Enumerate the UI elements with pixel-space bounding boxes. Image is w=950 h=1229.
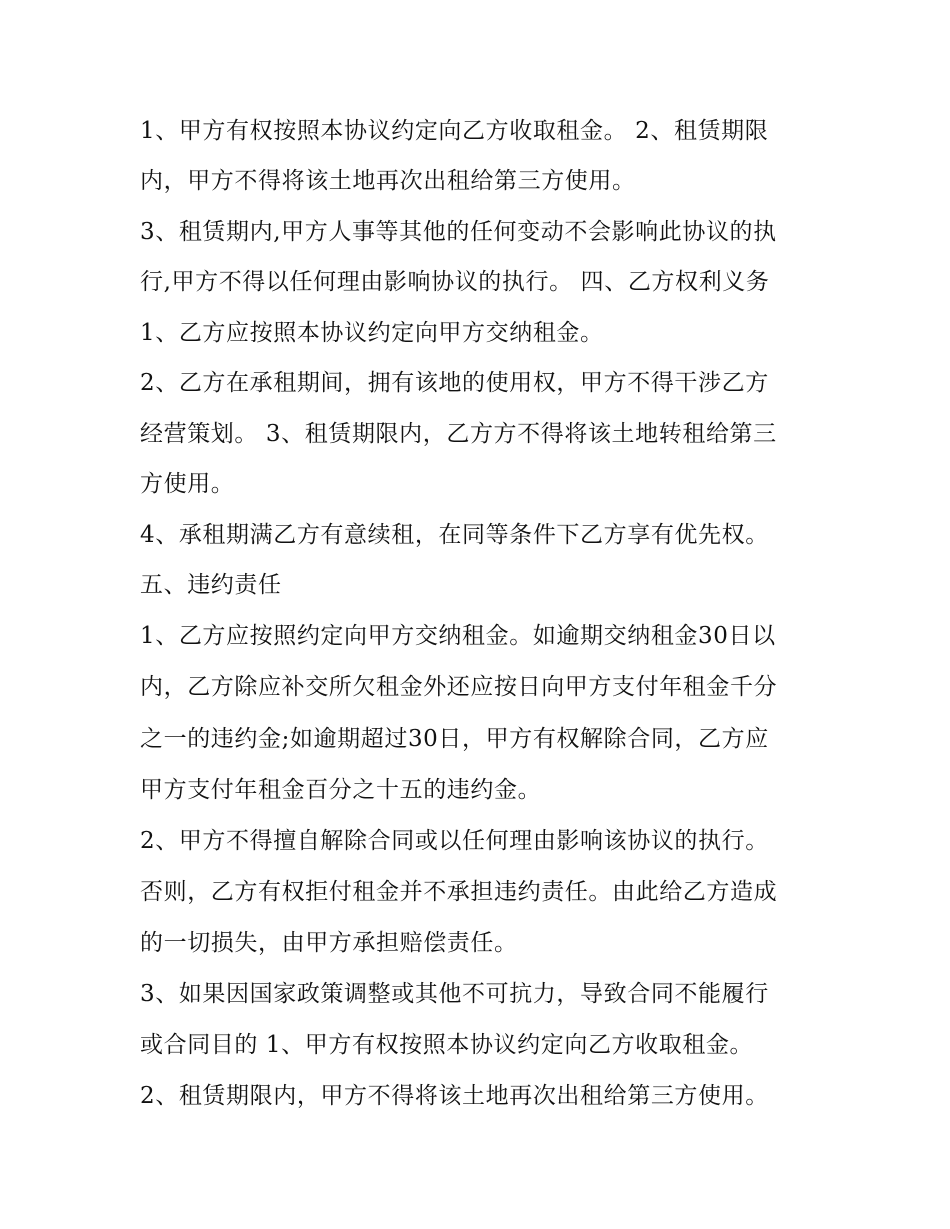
text-line: 行,甲方不得以任何理由影响协议的执行。 四、乙方权利义务 (140, 269, 770, 295)
text-line: 或合同目的 1、甲方有权按照本协议约定向乙方收取租金。 (140, 1032, 754, 1058)
text-line: 4、承租期满乙方有意续租，在同等条件下乙方享有优先权。 (140, 522, 769, 548)
text-line: 的一切损失，由甲方承担赔偿责任。 (140, 930, 518, 956)
text-line: 2、租赁期限内，甲方不得将该土地再次出租给第三方使用。 (140, 1083, 769, 1109)
section-heading: 五、违约责任 (140, 572, 282, 598)
text-line: 内，乙方除应补交所欠租金外还应按日向甲方支付年租金千分 (140, 674, 778, 700)
text-line: 1、乙方应按照本协议约定向甲方交纳租金。 (140, 320, 604, 346)
text-line: 2、甲方不得擅自解除合同或以任何理由影响该协议的执行。 (140, 828, 769, 854)
text-line: 内，甲方不得将该土地再次出租给第三方使用。 (140, 168, 636, 194)
text-line: 之一的违约金;如逾期超过30日，甲方有权解除合同，乙方应 (140, 726, 769, 752)
text-line: 否则，乙方有权拒付租金并不承担违约责任。由此给乙方造成 (140, 879, 778, 905)
text-line: 3、租赁期内,甲方人事等其他的任何变动不会影响此协议的执 (140, 219, 777, 245)
text-line: 1、甲方有权按照本协议约定向乙方收取租金。 2、租赁期限 (140, 118, 769, 144)
text-line: 3、如果因国家政策调整或其他不可抗力，导致合同不能履行 (140, 981, 769, 1007)
text-line: 经营策划。 3、租赁期限内，乙方方不得将该土地转租给第三 (140, 421, 777, 447)
text-line: 2、乙方在承租期间，拥有该地的使用权，甲方不得干涉乙方 (140, 370, 769, 396)
text-line: 1、乙方应按照约定向甲方交纳租金。如逾期交纳租金30日以 (140, 623, 776, 649)
text-line: 甲方支付年租金百分之十五的违约金。 (140, 777, 542, 803)
text-line: 方使用。 (140, 471, 235, 497)
